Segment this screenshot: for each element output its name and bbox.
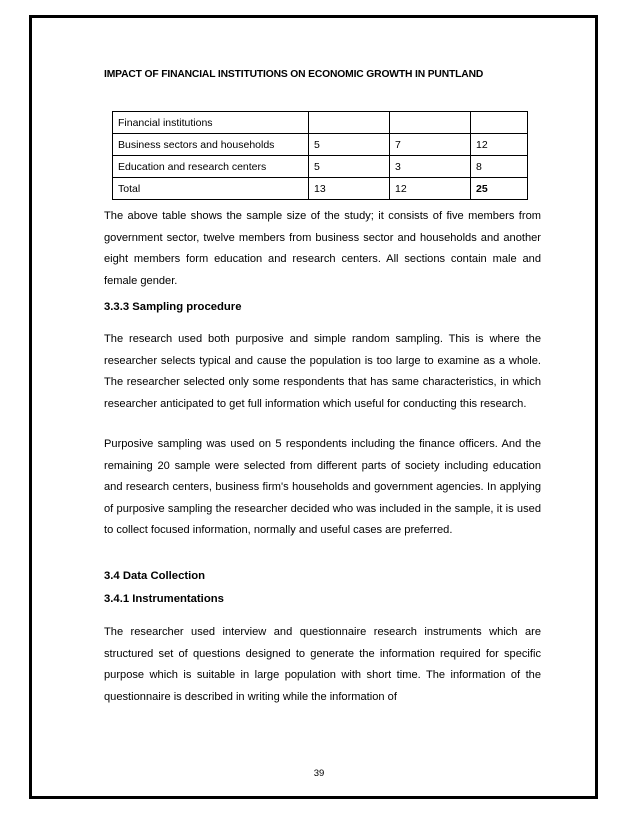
table-cell: Education and research centers — [113, 156, 309, 178]
paragraph-table-summary: The above table shows the sample size of the study; it consists of five members from government sector, twelve members from business sector and households and another eight members form education and research centers. All sections contain male and female gender. — [104, 210, 541, 287]
table-cell: 12 — [471, 134, 528, 156]
sample-size-table — [112, 111, 528, 200]
table-cell: Total — [113, 178, 309, 200]
paragraph-sampling-methods: The research used both purposive and simple random sampling. This is where the researcher selects typical and cause the population is too large to examine as a whole. The researcher selected only some respondents that has same characteristics, in which researcher anticipated to get full information which useful for conducting this research. — [104, 333, 541, 410]
table-cell: Business sectors and households — [113, 134, 309, 156]
section-title: IMPACT OF FINANCIAL INSTITUTIONS ON ECONOMIC GROWTH IN PUNTLAND — [104, 69, 484, 80]
table-row — [113, 156, 528, 178]
table-cell: 5 — [309, 134, 390, 156]
table-row — [113, 134, 528, 156]
table-cell: 25 — [471, 178, 528, 200]
heading-sampling-procedure: 3.3.3 Sampling procedure — [104, 301, 242, 313]
table-cell: 7 — [390, 134, 471, 156]
table-row — [113, 112, 528, 134]
table-cell — [309, 112, 390, 134]
heading-instrumentations: 3.4.1 Instrumentations — [104, 593, 224, 605]
table-cell: 3 — [390, 156, 471, 178]
table-cell — [471, 112, 528, 134]
table-cell: Financial institutions — [113, 112, 309, 134]
table-cell: 5 — [309, 156, 390, 178]
page-number: 39 — [313, 768, 325, 779]
table-cell: 8 — [471, 156, 528, 178]
table-cell — [390, 112, 471, 134]
heading-data-collection: 3.4 Data Collection — [104, 570, 206, 582]
table-cell: 13 — [309, 178, 390, 200]
paragraph-instruments: The researcher used interview and questionnaire research instruments which are structured set of questions designed to generate the information required for specific purpose which is suitable in large population with short time. The information of the questionnaire is described in writing while the information of — [104, 626, 541, 703]
table-cell: 12 — [390, 178, 471, 200]
paragraph-purposive-sampling: Purposive sampling was used on 5 respondents including the finance officers. And the remaining 20 sample were selected from different parts of society including education and research centers, business firm's households and government agencies. In applying of purposive sampling the researcher decided who was included in the sample, it is used to collect focused information, normally and useful cases are preferred. — [104, 438, 541, 537]
table-row — [113, 178, 528, 200]
